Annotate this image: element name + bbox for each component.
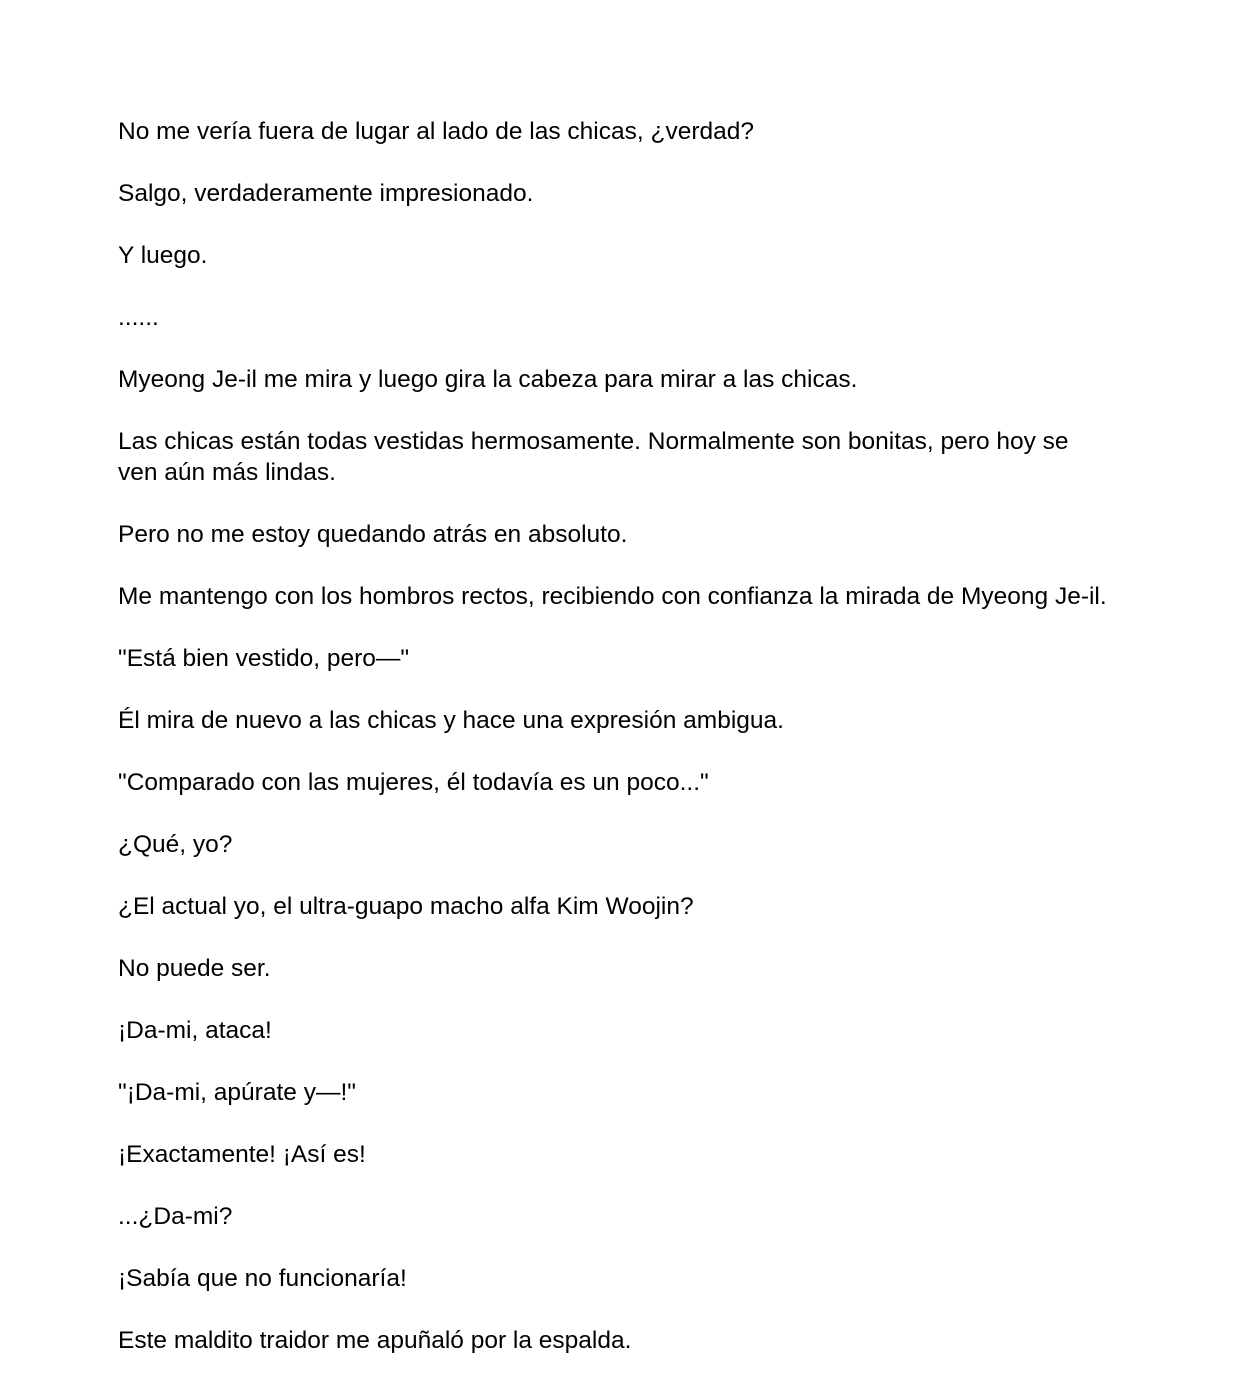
paragraph: Myeong Je-il me mira y luego gira la cabeza para mirar a las chicas. bbox=[118, 366, 858, 393]
paragraph: Él mira de nuevo a las chicas y hace una expresión ambigua. bbox=[118, 707, 784, 734]
paragraph: ¡Da-mi, ataca! bbox=[118, 1017, 272, 1044]
paragraph: ¡Exactamente! ¡Así es! bbox=[118, 1141, 366, 1168]
paragraph: ...... bbox=[118, 304, 159, 331]
paragraph: "Comparado con las mujeres, él todavía es un poco..." bbox=[118, 769, 709, 796]
paragraph: "Está bien vestido, pero—" bbox=[118, 645, 410, 672]
paragraph: ¡Sabía que no funcionaría! bbox=[118, 1265, 407, 1292]
paragraph: Salgo, verdaderamente impresionado. bbox=[118, 180, 534, 207]
paragraph: Y luego. bbox=[118, 242, 208, 269]
paragraph: No me vería fuera de lugar al lado de las chicas, ¿verdad? bbox=[118, 118, 754, 145]
paragraph: "¡Da-mi, apúrate y—!" bbox=[118, 1079, 356, 1106]
paragraph: ¿El actual yo, el ultra-guapo macho alfa Kim Woojin? bbox=[118, 893, 694, 920]
document-body bbox=[118, 116, 1108, 1387]
paragraph: Me mantengo con los hombros rectos, recibiendo con confianza la mirada de Myeong Je-il. bbox=[118, 583, 1107, 610]
paragraph: Pero no me estoy quedando atrás en absoluto. bbox=[118, 521, 628, 548]
paragraph: Este maldito traidor me apuñaló por la espalda. bbox=[118, 1327, 632, 1354]
paragraph: ¿Qué, yo? bbox=[118, 831, 233, 858]
paragraph: Las chicas están todas vestidas hermosamente. Normalmente son bonitas, pero hoy se ven aún más lindas. bbox=[118, 428, 1069, 486]
paragraph: ...¿Da-mi? bbox=[118, 1203, 233, 1230]
paragraph: No puede ser. bbox=[118, 955, 271, 982]
